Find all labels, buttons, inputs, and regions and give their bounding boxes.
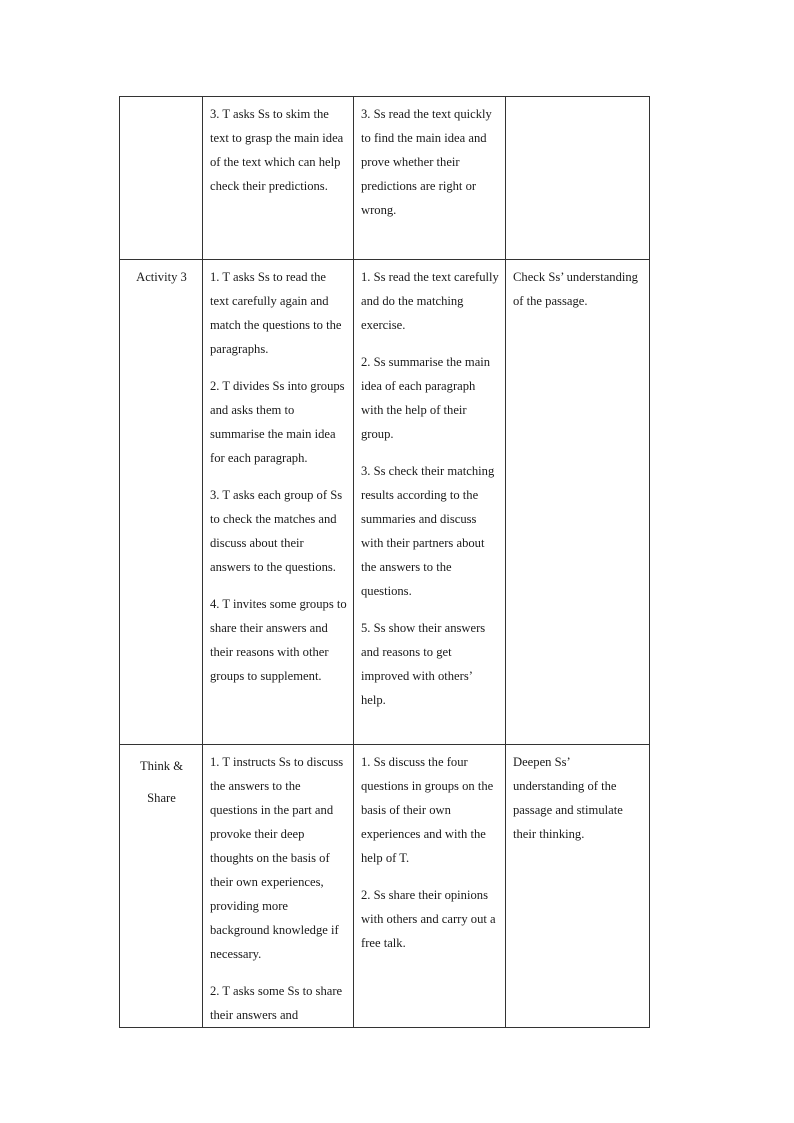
purpose-cell: Check Ss’ understanding of the passage. <box>506 260 650 745</box>
stage-cell <box>120 97 203 260</box>
student-activity-cell <box>354 745 506 1028</box>
student-step: 1. Ss read the text carefully and do the matching exercise. <box>361 270 499 332</box>
teacher-step: 1. T asks Ss to read the text carefully again and match the questions to the paragraphs. <box>210 270 342 356</box>
table-row <box>120 260 650 745</box>
teacher-step: 3. T asks Ss to skim the text to grasp the main idea of the text which can help check their predictions. <box>210 107 344 193</box>
purpose-cell <box>506 97 650 260</box>
student-step: 2. Ss summarise the main idea of each paragraph with the help of their group. <box>361 355 491 441</box>
student-step: 2. Ss share their opinions with others and carry out a free talk. <box>361 888 496 950</box>
teacher-step: 1. T instructs Ss to discuss the answers to the questions in the part and provoke their deep thoughts on the basis of their own experiences, providing more background knowledge if necessary. <box>210 755 344 961</box>
teacher-step: 3. T asks each group of Ss to check the matches and discuss about their answers to the questions. <box>210 488 343 574</box>
teacher-activity-cell <box>203 97 354 260</box>
teacher-activity-cell <box>203 260 354 745</box>
table-row <box>120 97 650 260</box>
table-row <box>120 745 650 1028</box>
stage-label: Activity 3 <box>136 270 187 284</box>
teacher-step: 4. T invites some groups to share their answers and their reasons with other groups to supplement. <box>210 597 347 683</box>
stage-cell <box>120 260 203 745</box>
student-activity-cell <box>354 97 506 260</box>
student-step: 3. Ss read the text quickly to find the main idea and prove whether their predictions are right or wrong. <box>361 107 492 217</box>
stage-cell <box>120 745 203 1028</box>
stage-label: Think & <box>139 759 184 773</box>
teacher-activity-cell <box>203 745 354 1028</box>
student-activity-cell <box>354 260 506 745</box>
student-step: 1. Ss discuss the four questions in groups on the basis of their own experiences and with the help of T. <box>361 755 494 865</box>
student-step: 3. Ss check their matching results according to the summaries and discuss with their partners about the answers to the questions. <box>361 464 495 598</box>
student-step: 5. Ss show their answers and reasons to get improved with others’ help. <box>361 621 486 707</box>
lesson-plan-table <box>119 96 650 1028</box>
stage-label: Share <box>147 791 176 805</box>
teacher-step: 2. T divides Ss into groups and asks them to summarise the main idea for each paragraph. <box>210 379 345 465</box>
purpose-cell: Deepen Ss’ understanding of the passage and stimulate their thinking. <box>506 745 650 1028</box>
teacher-step: 2. T asks some Ss to share their answers and <box>210 984 343 1022</box>
